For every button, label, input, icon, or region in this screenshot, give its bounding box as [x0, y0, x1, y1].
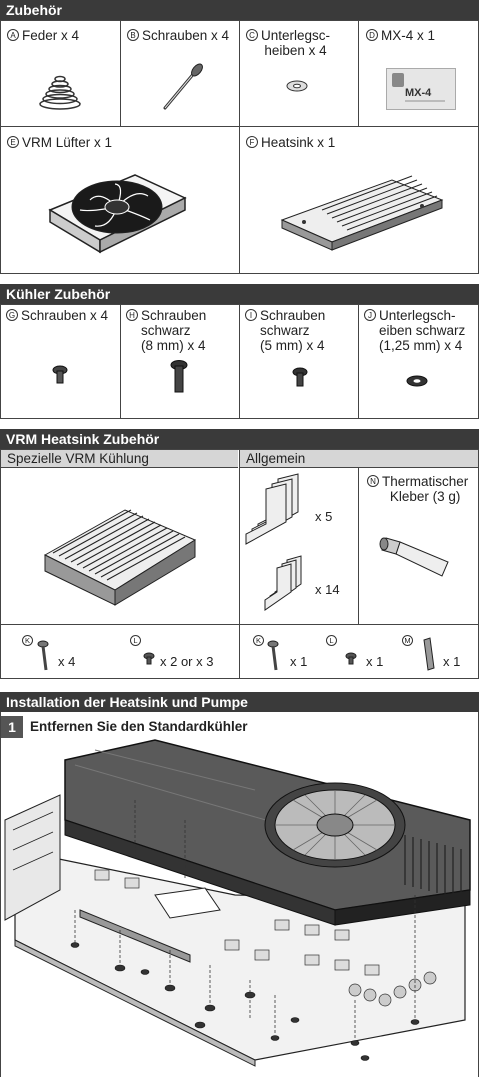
- screw-k-right-qty: x 1: [290, 654, 308, 669]
- section-header-zubehoer: Zubehör: [0, 0, 479, 20]
- item-label-h: H Schrauben schwarz (8 mm) x 4: [126, 308, 206, 353]
- thermal-glue-tube-illustration: [378, 532, 456, 582]
- sub-header-general: Allgemein: [240, 450, 478, 468]
- thermal-pad-large-illustration: [248, 474, 308, 554]
- item-label-i: I Schrauben schwarz (5 mm) x 4: [245, 308, 325, 353]
- item-label-d: D MX-4 x 1: [366, 28, 435, 43]
- thermal-pad-small-illustration: [265, 556, 310, 616]
- screw-l-right-illustration: [344, 652, 358, 666]
- item-label-b: B Schrauben x 4: [127, 28, 229, 43]
- item-label-a: A Feder x 4: [7, 28, 79, 43]
- spring-illustration: [35, 70, 85, 110]
- long-screw-illustration: [157, 62, 207, 112]
- screw-g-illustration: [50, 365, 70, 387]
- vrm-special-heatsink-illustration: [45, 505, 195, 613]
- letter-l-left: L: [130, 635, 141, 646]
- screw-k-left-qty: x 4: [58, 654, 76, 669]
- section-header-kuehler: Kühler Zubehör: [0, 284, 479, 304]
- letter-l-right: L: [326, 635, 337, 646]
- heatsink-illustration: [282, 170, 442, 260]
- item-label-g: G Schrauben x 4: [6, 308, 108, 323]
- section-header-vrm: VRM Heatsink Zubehör: [0, 429, 479, 449]
- vrm-fan-illustration: [40, 160, 190, 265]
- sub-header-special: Spezielle VRM Kühlung: [1, 450, 238, 468]
- mx4-package-illustration: [386, 68, 456, 110]
- screw-l-illustration: [142, 652, 156, 666]
- thermal-pad-small-count: x 14: [315, 582, 340, 597]
- section-header-install: Installation der Heatsink und Pumpe: [0, 692, 479, 712]
- screw-k-right-illustration: [266, 640, 280, 672]
- step-title: Entfernen Sie den Standardkühler: [30, 719, 248, 734]
- mx4-brand-text: MX-4: [405, 87, 432, 99]
- screw-h-illustration: [168, 360, 190, 394]
- letter-k-left: K: [22, 635, 33, 646]
- thermal-pad-large-count: x 5: [315, 509, 333, 524]
- item-label-f: F Heatsink x 1: [246, 135, 335, 150]
- standoff-m-qty: x 1: [443, 654, 461, 669]
- letter-m: M: [402, 635, 413, 646]
- screw-l-right-qty: x 1: [366, 654, 384, 669]
- letter-k-right: K: [253, 635, 264, 646]
- screw-i-illustration: [290, 367, 310, 389]
- washer-illustration: [285, 78, 309, 94]
- item-label-j: J Unterlegsch- eiben schwarz (1,25 mm) x 4: [364, 308, 465, 353]
- item-label-c: C Unterlegsc- heiben x 4: [246, 28, 330, 58]
- step-number-badge: 1: [1, 716, 23, 738]
- vrm-general-divider: [358, 468, 359, 624]
- standoff-m-illustration: [420, 638, 436, 672]
- glue-label: N Thermatischer Kleber (3 g): [367, 474, 468, 504]
- washer-j-illustration: [406, 374, 428, 388]
- screw-l-left-qty: x 2 or x 3: [160, 654, 214, 669]
- gpu-disassembly-illustration: [5, 740, 475, 1075]
- screw-k-illustration: [36, 640, 50, 672]
- item-label-e: E VRM Lüfter x 1: [7, 135, 112, 150]
